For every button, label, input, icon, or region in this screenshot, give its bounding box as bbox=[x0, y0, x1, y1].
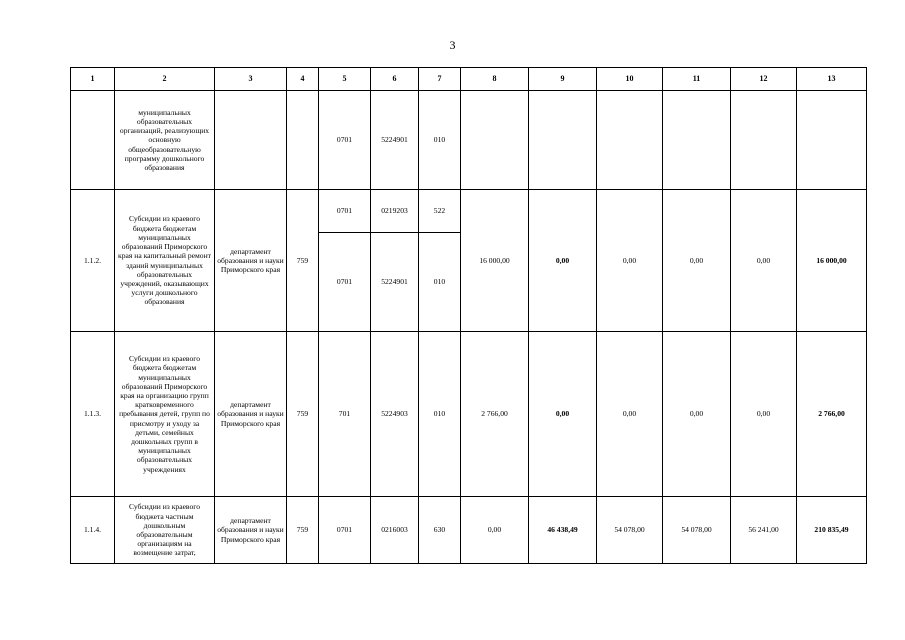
row-code-4: 759 bbox=[287, 497, 319, 564]
row-value-13: 16 000,00 bbox=[797, 190, 867, 332]
row-code-7: 010 bbox=[419, 233, 461, 332]
row-code-5: 0701 bbox=[319, 497, 371, 564]
row-value-8: 0,00 bbox=[461, 497, 529, 564]
row-value-8: 16 000,00 bbox=[461, 190, 529, 332]
column-header: 3 bbox=[215, 68, 287, 91]
row-value-10: 0,00 bbox=[597, 190, 663, 332]
row-code-6: 0219203 bbox=[371, 190, 419, 233]
row-value-8: 2 766,00 bbox=[461, 332, 529, 497]
row-number bbox=[71, 91, 115, 190]
column-header: 11 bbox=[663, 68, 731, 91]
column-header: 5 bbox=[319, 68, 371, 91]
row-value-12: 0,00 bbox=[731, 190, 797, 332]
row-number: 1.1.2. bbox=[71, 190, 115, 332]
row-value-10: 54 078,00 bbox=[597, 497, 663, 564]
row-value-11: 54 078,00 bbox=[663, 497, 731, 564]
row-code-6: 5224903 bbox=[371, 332, 419, 497]
row-department bbox=[215, 91, 287, 190]
row-code-4: 759 bbox=[287, 190, 319, 332]
row-department: департамент образования и науки Приморского края bbox=[215, 190, 287, 332]
row-value-10 bbox=[597, 91, 663, 190]
row-code-4 bbox=[287, 91, 319, 190]
header-row bbox=[71, 68, 867, 91]
row-value-11 bbox=[663, 91, 731, 190]
row-code-7: 522 bbox=[419, 190, 461, 233]
column-header: 2 bbox=[115, 68, 215, 91]
row-code-5: 701 bbox=[319, 332, 371, 497]
row-department: департамент образования и науки Приморского края bbox=[215, 497, 287, 564]
row-value-11: 0,00 bbox=[663, 190, 731, 332]
column-header: 6 bbox=[371, 68, 419, 91]
row-value-12 bbox=[731, 91, 797, 190]
row-value-12: 56 241,00 bbox=[731, 497, 797, 564]
row-code-5: 0701 bbox=[319, 91, 371, 190]
row-value-9: 0,00 bbox=[529, 332, 597, 497]
column-header: 10 bbox=[597, 68, 663, 91]
row-code-7: 630 bbox=[419, 497, 461, 564]
row-code-5: 0701 bbox=[319, 233, 371, 332]
row-code-6: 5224901 bbox=[371, 233, 419, 332]
column-header: 7 bbox=[419, 68, 461, 91]
row-value-8 bbox=[461, 91, 529, 190]
table-row bbox=[71, 190, 867, 233]
row-value-12: 0,00 bbox=[731, 332, 797, 497]
row-code-6: 5224901 bbox=[371, 91, 419, 190]
row-code-4: 759 bbox=[287, 332, 319, 497]
row-value-9: 0,00 bbox=[529, 190, 597, 332]
row-code-7: 010 bbox=[419, 91, 461, 190]
row-value-13: 210 835,49 bbox=[797, 497, 867, 564]
column-header: 8 bbox=[461, 68, 529, 91]
row-code-5: 0701 bbox=[319, 190, 371, 233]
column-header: 4 bbox=[287, 68, 319, 91]
row-department: департамент образования и науки Приморского края bbox=[215, 332, 287, 497]
row-code-6: 0216003 bbox=[371, 497, 419, 564]
row-value-13: 2 766,00 bbox=[797, 332, 867, 497]
column-header: 9 bbox=[529, 68, 597, 91]
table-row bbox=[71, 91, 867, 190]
row-value-13 bbox=[797, 91, 867, 190]
row-code-7: 010 bbox=[419, 332, 461, 497]
table-row bbox=[71, 332, 867, 497]
row-number: 1.1.3. bbox=[71, 332, 115, 497]
row-description: Субсидии из краевого бюджета бюджетам муниципальных образований Приморского края на капитальный ремонт зданий муниципальных образовательных учреждений, оказывающих услуги дошкольного образования bbox=[115, 190, 215, 332]
column-header: 13 bbox=[797, 68, 867, 91]
page-number: 3 bbox=[449, 38, 456, 52]
row-value-9 bbox=[529, 91, 597, 190]
table-row bbox=[71, 497, 867, 564]
budget-table bbox=[70, 67, 867, 564]
column-header: 1 bbox=[71, 68, 115, 91]
row-value-10: 0,00 bbox=[597, 332, 663, 497]
row-description: Субсидии из краевого бюджета частным дошкольным образовательным организациям на возмещение затрат, bbox=[115, 497, 215, 564]
row-value-9: 46 438,49 bbox=[529, 497, 597, 564]
column-header: 12 bbox=[731, 68, 797, 91]
row-number: 1.1.4. bbox=[71, 497, 115, 564]
row-value-11: 0,00 bbox=[663, 332, 731, 497]
row-description: муниципальных образовательных организаций, реализующих основную общеобразовательную программу дошкольного образования bbox=[115, 91, 215, 190]
row-description: Субсидии из краевого бюджета бюджетам муниципальных образований Приморского края на организацию групп кратковременного пребывания детей, групп по присмотру и уходу за детьми, семейных дошкольных групп в муниципальных образовательных учреждениях bbox=[115, 332, 215, 497]
